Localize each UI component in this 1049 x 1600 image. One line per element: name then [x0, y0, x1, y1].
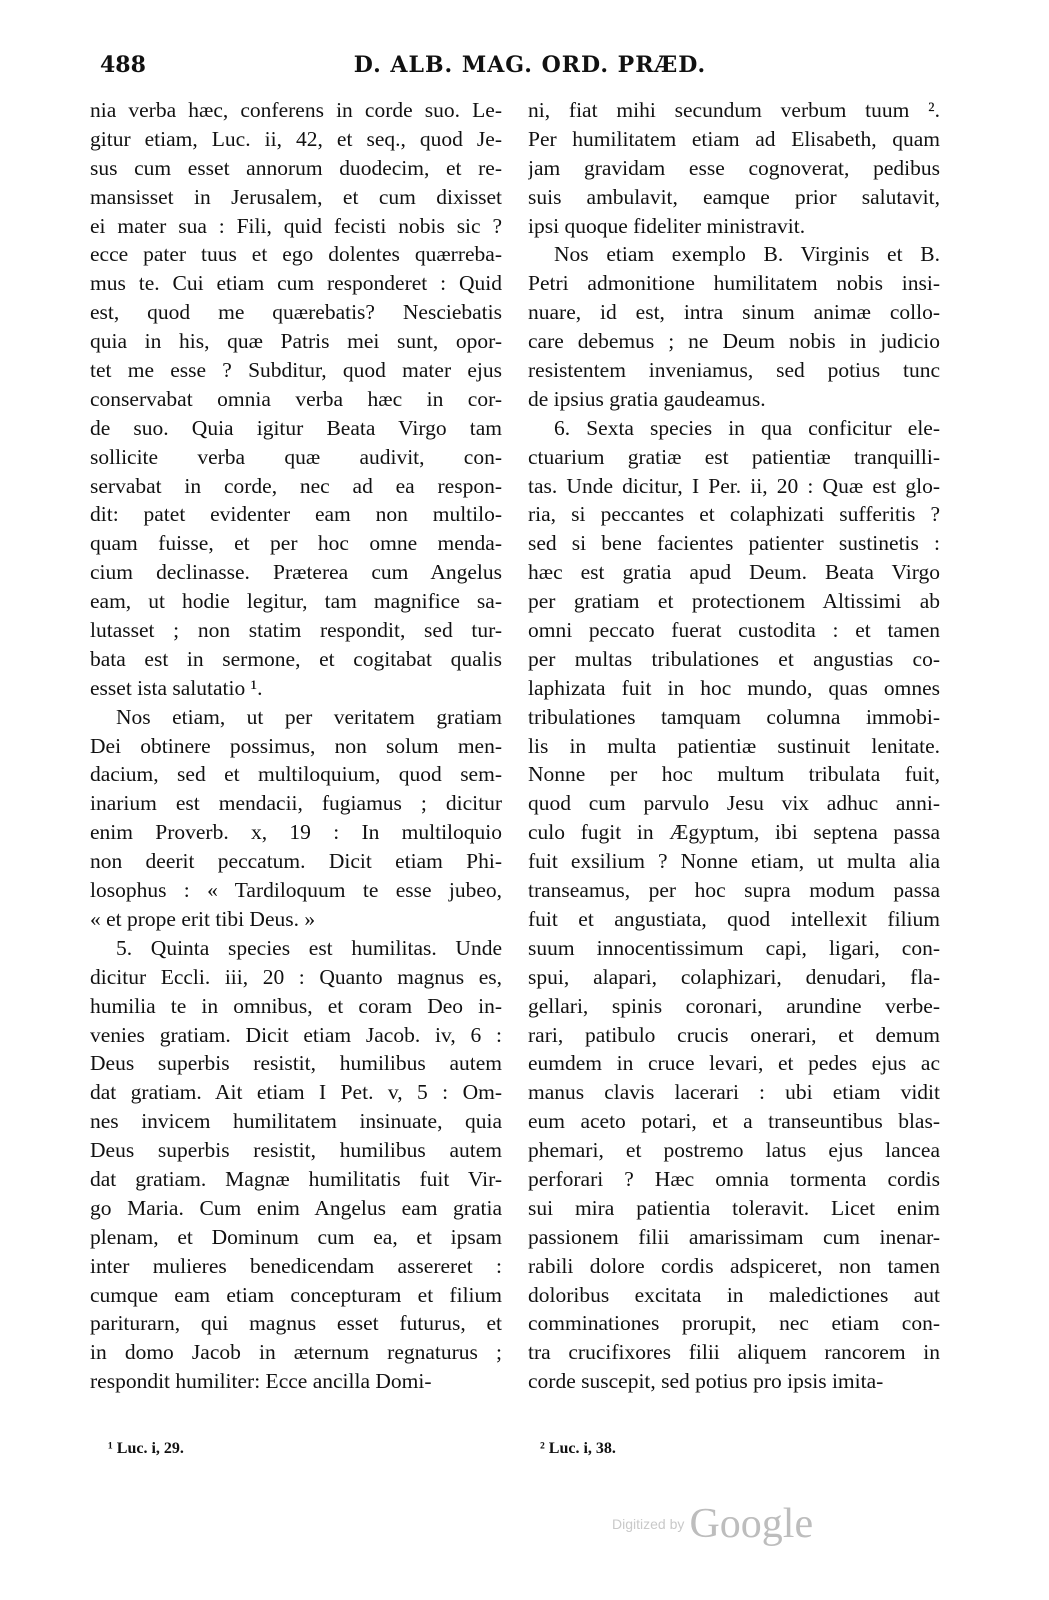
watermark: [612, 1500, 813, 1550]
text-line: inarium est mendacii, fugiamus ; dicitur: [90, 791, 502, 816]
text-line: rabili dolore cordis adspiceret, non tamen: [528, 1253, 940, 1278]
text-line: « et prope erit tibi Deus. »: [90, 906, 316, 931]
text-line: transeamus, per hoc supra modum passa: [528, 878, 940, 903]
text-line: enim Proverb. x, 19 : In multiloquio: [90, 820, 502, 845]
footnote-left: ¹ Luc. i, 29.: [108, 1440, 184, 1457]
text-line: gellari, spinis coronari, arundine verbe-: [528, 993, 940, 1018]
text-line: tas. Unde dicitur, I Per. ii, 20 : Quæ est glo-: [528, 473, 940, 498]
text-line: manus clavis lacerari : ubi etiam vidit: [528, 1080, 940, 1105]
text-line: non deerit peccatum. Dicit etiam Phi-: [90, 849, 502, 874]
text-line: passionem filii amarissimam cum inenar-: [528, 1224, 940, 1249]
text-line: doloribus excitata in maledictiones aut: [528, 1282, 940, 1307]
text-line: plenam, et Dominum cum ea, et ipsam: [90, 1224, 502, 1249]
text-line: respondit humiliter: Ecce ancilla Domi-: [90, 1369, 432, 1394]
footnote-right: ² Luc. i, 38.: [540, 1440, 616, 1457]
text-line: dat gratiam. Magnæ humilitatis fuit Vir-: [90, 1166, 502, 1191]
page-number: 488: [100, 52, 146, 78]
text-line: care debemus ; ne Deum nobis in judicio: [528, 329, 940, 354]
text-line: mansisset in Jerusalem, et cum dixisset: [90, 184, 502, 209]
text-line: losophus : « Tardiloquum te esse jubeo,: [90, 878, 502, 903]
text-line: Nos etiam, ut per veritatem gratiam: [116, 704, 502, 729]
page-header: [100, 52, 960, 82]
text-line: jam gravidam esse cognoverat, pedibus: [528, 155, 940, 180]
text-line: Dei obtinere possimus, non solum men-: [90, 733, 502, 758]
text-line: Deus superbis resistit, humilibus autem: [90, 1138, 502, 1163]
text-line: per gratiam et protectionem Altissimi ab: [528, 589, 940, 614]
text-line: inter mulieres benedicendam assereret :: [90, 1253, 502, 1278]
text-line: quod cum parvulo Jesu vix adhuc anni-: [528, 791, 940, 816]
right-column: [528, 96, 940, 1396]
text-line: sed si bene facientes patienter sustinetis :: [528, 531, 940, 556]
text-line: nes invicem humilitatem insinuate, quia: [90, 1109, 502, 1134]
text-line: dicitur Eccli. iii, 20 : Quanto magnus es,: [90, 964, 502, 989]
text-line: spui, alapari, colaphizari, denudari, fla-: [528, 964, 940, 989]
text-line: Deus superbis resistit, humilibus autem: [90, 1051, 502, 1076]
text-line: suum innocentissimum capi, ligari, con-: [528, 935, 940, 960]
text-line: dit: patet evidenter eam non multilo-: [90, 502, 502, 527]
text-line: ei mater sua : Fili, quid fecisti nobis sic ?: [90, 213, 502, 238]
text-line: rari, patibulo crucis onerari, et demum: [528, 1022, 940, 1047]
text-line: quam fuisse, et per hoc omne menda-: [90, 531, 502, 556]
text-line: nuare, id est, intra sinum animæ collo-: [528, 300, 940, 325]
text-line: Per humilitatem etiam ad Elisabeth, quam: [528, 126, 940, 151]
text-line: sui mira patientia toleravit. Licet enim: [528, 1195, 940, 1220]
text-line: sus cum esset annorum duodecim, et re-: [90, 155, 502, 180]
text-line: fuit exsilium ? Nonne etiam, ut multa alia: [528, 849, 940, 874]
text-line: sollicite verba quæ audivit, con-: [90, 444, 502, 469]
text-line: comminationes prorupit, nec etiam con-: [528, 1311, 940, 1336]
text-line: bata est in sermone, et cogitabat qualis: [90, 646, 502, 671]
text-line: corde suscepit, sed potius pro ipsis imita-: [528, 1369, 884, 1394]
text-line: resistentem inveniamus, sed potius tunc: [528, 358, 940, 383]
text-line: ipsi quoque fideliter ministravit.: [528, 213, 806, 238]
text-line: lis in multa patientiæ sustinuit lenitate.: [528, 733, 940, 758]
text-line: Nonne per hoc multum tribulata fuit,: [528, 762, 940, 787]
text-line: 6. Sexta species in qua conficitur ele-: [554, 415, 940, 440]
text-line: eumdem in cruce levari, et pedes ejus ac: [528, 1051, 940, 1076]
text-line: cium declinasse. Præterea cum Angelus: [90, 560, 502, 585]
text-line: Nos etiam exemplo B. Virginis et B.: [554, 242, 940, 267]
text-line: esset ista salutatio ¹.: [90, 675, 263, 700]
left-column: [90, 96, 502, 1396]
text-line: cumque eam etiam concepturam et filium: [90, 1282, 502, 1307]
text-line: tet me esse ? Subditur, quod mater ejus: [90, 358, 502, 383]
text-line: lutasset ; non statim respondit, sed tur-: [90, 618, 502, 643]
text-line: ecce pater tuus et ego dolentes quærreba-: [90, 242, 502, 267]
text-line: eam, ut hodie legitur, tam magnifice sa-: [90, 589, 502, 614]
text-line: humilia te in omnibus, et coram Deo in-: [90, 993, 502, 1018]
text-line: quia in his, quæ Patris mei sunt, opor-: [90, 329, 502, 354]
text-line: tra crucifixores filii aliquem rancorem in: [528, 1340, 940, 1365]
watermark-prefix: Digitized by: [612, 1516, 685, 1532]
text-line: go Maria. Cum enim Angelus eam gratia: [90, 1195, 502, 1220]
text-line: de ipsius gratia gaudeamus.: [528, 386, 766, 411]
text-line: omni peccato fuerat custodita : et tamen: [528, 618, 940, 643]
text-line: laphizata fuit in hoc mundo, quas omnes: [528, 675, 940, 700]
text-line: tribulationes tamquam columna immobi-: [528, 704, 940, 729]
text-line: servabat in corde, nec ad ea respon-: [90, 473, 502, 498]
text-line: suis ambulavit, eamque prior salutavit,: [528, 184, 940, 209]
text-line: Petri admonitione humilitatem nobis insi-: [528, 271, 940, 296]
text-line: 5. Quinta species est humilitas. Unde: [116, 935, 502, 960]
text-line: culo fugit in Ægyptum, ibi septena passa: [528, 820, 940, 845]
text-line: nia verba hæc, conferens in corde suo. Le-: [90, 98, 502, 122]
text-line: perforari ? Hæc omnia tormenta cordis: [528, 1166, 940, 1191]
text-line: dacium, sed et multiloquium, quod sem-: [90, 762, 502, 787]
text-line: pariturarn, qui magnus esset futurus, et: [90, 1311, 502, 1336]
text-line: de suo. Quia igitur Beata Virgo tam: [90, 415, 502, 440]
text-line: venies gratiam. Dicit etiam Jacob. iv, 6 :: [90, 1022, 502, 1047]
text-line: in domo Jacob in æternum regnaturus ;: [90, 1340, 502, 1365]
text-line: conservabat omnia verba hæc in cor-: [90, 386, 502, 411]
text-line: fuit et angustiata, quod intellexit filium: [528, 906, 940, 931]
text-line: ctuarium gratiæ est patientiæ tranquilli-: [528, 444, 940, 469]
text-line: gitur etiam, Luc. ii, 42, et seq., quod Je-: [90, 126, 502, 151]
running-head: D. ALB. MAG. ORD. PRÆD.: [353, 52, 707, 78]
text-line: mus te. Cui etiam cum responderet : Quid: [90, 271, 502, 296]
text-line: per multas tribulationes et angustias co-: [528, 646, 940, 671]
text-line: ria, si peccantes et colaphizati sufferitis ?: [528, 502, 940, 527]
text-line: eum aceto potari, et a transeuntibus blas-: [528, 1109, 940, 1134]
text-line: phemari, et postremo latus ejus lancea: [528, 1138, 940, 1163]
google-logo: Google: [689, 1501, 814, 1547]
text-line: hæc est gratia apud Deum. Beata Virgo: [528, 560, 940, 585]
text-line: dat gratiam. Ait etiam I Pet. v, 5 : Om-: [90, 1080, 502, 1105]
text-line: ni, fiat mihi secundum verbum tuum ².: [528, 98, 940, 122]
text-line: est, quod me quærebatis? Nesciebatis: [90, 300, 502, 325]
